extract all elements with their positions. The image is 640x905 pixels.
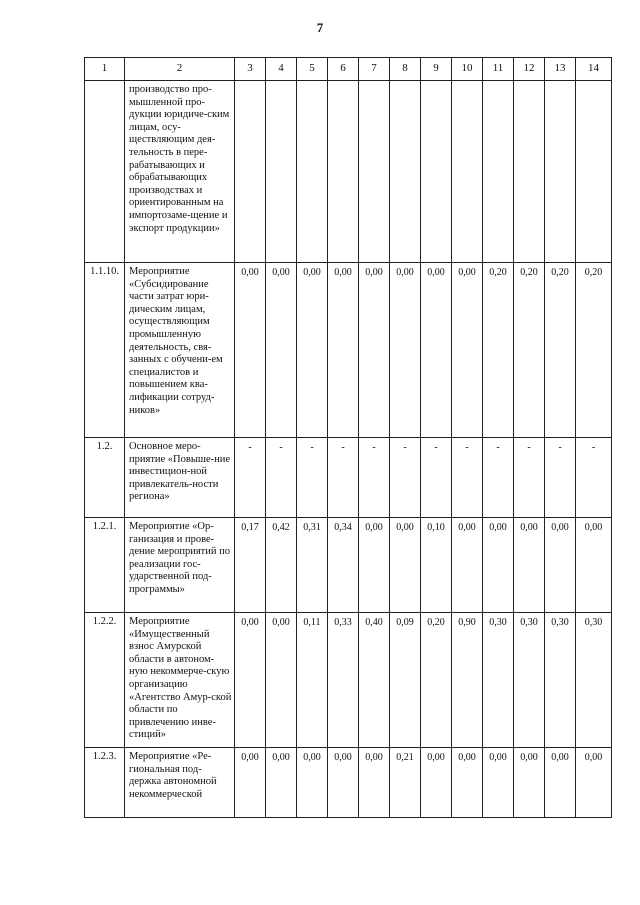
row-name: Основное меро-приятие «Повыше-ние инвестицион-ной привлекатель-ности региона» bbox=[125, 438, 235, 518]
value-cell: 0,00 bbox=[266, 748, 297, 818]
value-cell bbox=[235, 81, 266, 263]
row-name: производство про-мышленной про-дукции юридиче-ским лицам, осу-ществляющим дея-тельность в пере-рабатывающих и обрабатывающих производствах и ориентированным на импортозаме-щение и экспорт продукции» bbox=[125, 81, 235, 263]
page-number: 7 bbox=[316, 20, 324, 35]
value-cell: 0,20 bbox=[483, 263, 514, 438]
column-header: 10 bbox=[452, 58, 483, 81]
value-cell: 0,00 bbox=[545, 748, 576, 818]
value-cell: 0,21 bbox=[390, 748, 421, 818]
column-header: 3 bbox=[235, 58, 266, 81]
value-cell: 0,30 bbox=[483, 613, 514, 748]
value-cell bbox=[390, 81, 421, 263]
value-cell: - bbox=[235, 438, 266, 518]
value-cell: 0,00 bbox=[266, 613, 297, 748]
column-header: 13 bbox=[545, 58, 576, 81]
value-cell: - bbox=[297, 438, 328, 518]
value-cell: 0,00 bbox=[235, 613, 266, 748]
data-table bbox=[84, 57, 612, 818]
value-cell: 0,31 bbox=[297, 518, 328, 613]
value-cell: 0,00 bbox=[235, 748, 266, 818]
value-cell: 0,00 bbox=[328, 263, 359, 438]
column-header: 4 bbox=[266, 58, 297, 81]
value-cell bbox=[576, 81, 612, 263]
header-row bbox=[85, 58, 612, 81]
value-cell: 0,20 bbox=[514, 263, 545, 438]
value-cell: 0,00 bbox=[328, 748, 359, 818]
table-row bbox=[85, 81, 612, 263]
column-header: 12 bbox=[514, 58, 545, 81]
value-cell: 0,00 bbox=[359, 263, 390, 438]
column-header: 1 bbox=[85, 58, 125, 81]
value-cell: 0,00 bbox=[452, 518, 483, 613]
row-number bbox=[85, 81, 125, 263]
row-number: 1.2. bbox=[85, 438, 125, 518]
value-cell: 0,20 bbox=[545, 263, 576, 438]
row-number: 1.2.2. bbox=[85, 613, 125, 748]
value-cell: 0,00 bbox=[266, 263, 297, 438]
value-cell: - bbox=[514, 438, 545, 518]
value-cell: 0,20 bbox=[576, 263, 612, 438]
value-cell: 0,17 bbox=[235, 518, 266, 613]
column-header: 5 bbox=[297, 58, 328, 81]
value-cell: 0,30 bbox=[576, 613, 612, 748]
row-name: Мероприятие «Субсидирование части затрат юри-дическим лицам, осуществляющим промышленную деятельность, свя-занных с обучени-ем специалистов и повышением ква-лификации сотруд-ников» bbox=[125, 263, 235, 438]
value-cell: - bbox=[545, 438, 576, 518]
value-cell: 0,00 bbox=[576, 518, 612, 613]
value-cell: - bbox=[452, 438, 483, 518]
value-cell: - bbox=[576, 438, 612, 518]
value-cell: 0,20 bbox=[421, 613, 452, 748]
value-cell: 0,00 bbox=[514, 518, 545, 613]
value-cell: 0,00 bbox=[359, 748, 390, 818]
value-cell: 0,00 bbox=[421, 748, 452, 818]
value-cell: 0,10 bbox=[421, 518, 452, 613]
value-cell bbox=[452, 81, 483, 263]
value-cell bbox=[328, 81, 359, 263]
column-header: 9 bbox=[421, 58, 452, 81]
value-cell: 0,00 bbox=[390, 263, 421, 438]
value-cell: 0,00 bbox=[421, 263, 452, 438]
value-cell: 0,90 bbox=[452, 613, 483, 748]
table-row bbox=[85, 438, 612, 518]
value-cell: 0,00 bbox=[235, 263, 266, 438]
value-cell: - bbox=[266, 438, 297, 518]
column-header: 7 bbox=[359, 58, 390, 81]
value-cell: 0,40 bbox=[359, 613, 390, 748]
row-number: 1.1.10. bbox=[85, 263, 125, 438]
value-cell bbox=[266, 81, 297, 263]
value-cell bbox=[514, 81, 545, 263]
column-header: 6 bbox=[328, 58, 359, 81]
value-cell: 0,33 bbox=[328, 613, 359, 748]
value-cell: 0,00 bbox=[297, 748, 328, 818]
value-cell: 0,11 bbox=[297, 613, 328, 748]
value-cell: - bbox=[421, 438, 452, 518]
value-cell bbox=[545, 81, 576, 263]
value-cell: 0,00 bbox=[545, 518, 576, 613]
column-header: 2 bbox=[125, 58, 235, 81]
value-cell: 0,09 bbox=[390, 613, 421, 748]
value-cell bbox=[421, 81, 452, 263]
column-header: 14 bbox=[576, 58, 612, 81]
column-header: 11 bbox=[483, 58, 514, 81]
row-number: 1.2.3. bbox=[85, 748, 125, 818]
value-cell: - bbox=[390, 438, 421, 518]
table-row bbox=[85, 518, 612, 613]
value-cell: 0,00 bbox=[359, 518, 390, 613]
value-cell: 0,00 bbox=[483, 518, 514, 613]
value-cell: 0,34 bbox=[328, 518, 359, 613]
value-cell: - bbox=[359, 438, 390, 518]
value-cell: 0,00 bbox=[514, 748, 545, 818]
row-number: 1.2.1. bbox=[85, 518, 125, 613]
row-name: Мероприятие «Ре-гиональная под-держка автономной некоммерческой bbox=[125, 748, 235, 818]
value-cell: 0,00 bbox=[297, 263, 328, 438]
value-cell: 0,00 bbox=[452, 263, 483, 438]
value-cell: 0,00 bbox=[483, 748, 514, 818]
value-cell bbox=[359, 81, 390, 263]
value-cell bbox=[483, 81, 514, 263]
value-cell bbox=[297, 81, 328, 263]
value-cell: - bbox=[328, 438, 359, 518]
value-cell: 0,42 bbox=[266, 518, 297, 613]
column-header: 8 bbox=[390, 58, 421, 81]
row-name: Мероприятие «Имущественный взнос Амурской области в автоном-ную некоммерче-скую организацию «Агентство Амур-ской области по привлечению инве-стиций» bbox=[125, 613, 235, 748]
value-cell: 0,00 bbox=[452, 748, 483, 818]
value-cell: 0,00 bbox=[390, 518, 421, 613]
value-cell: 0,00 bbox=[576, 748, 612, 818]
value-cell: 0,30 bbox=[545, 613, 576, 748]
table-row bbox=[85, 263, 612, 438]
table-row bbox=[85, 748, 612, 818]
value-cell: 0,30 bbox=[514, 613, 545, 748]
row-name: Мероприятие «Ор-ганизация и прове-дение мероприятий по реализации гос-ударственной под-программы» bbox=[125, 518, 235, 613]
table-row bbox=[85, 613, 612, 748]
value-cell: - bbox=[483, 438, 514, 518]
